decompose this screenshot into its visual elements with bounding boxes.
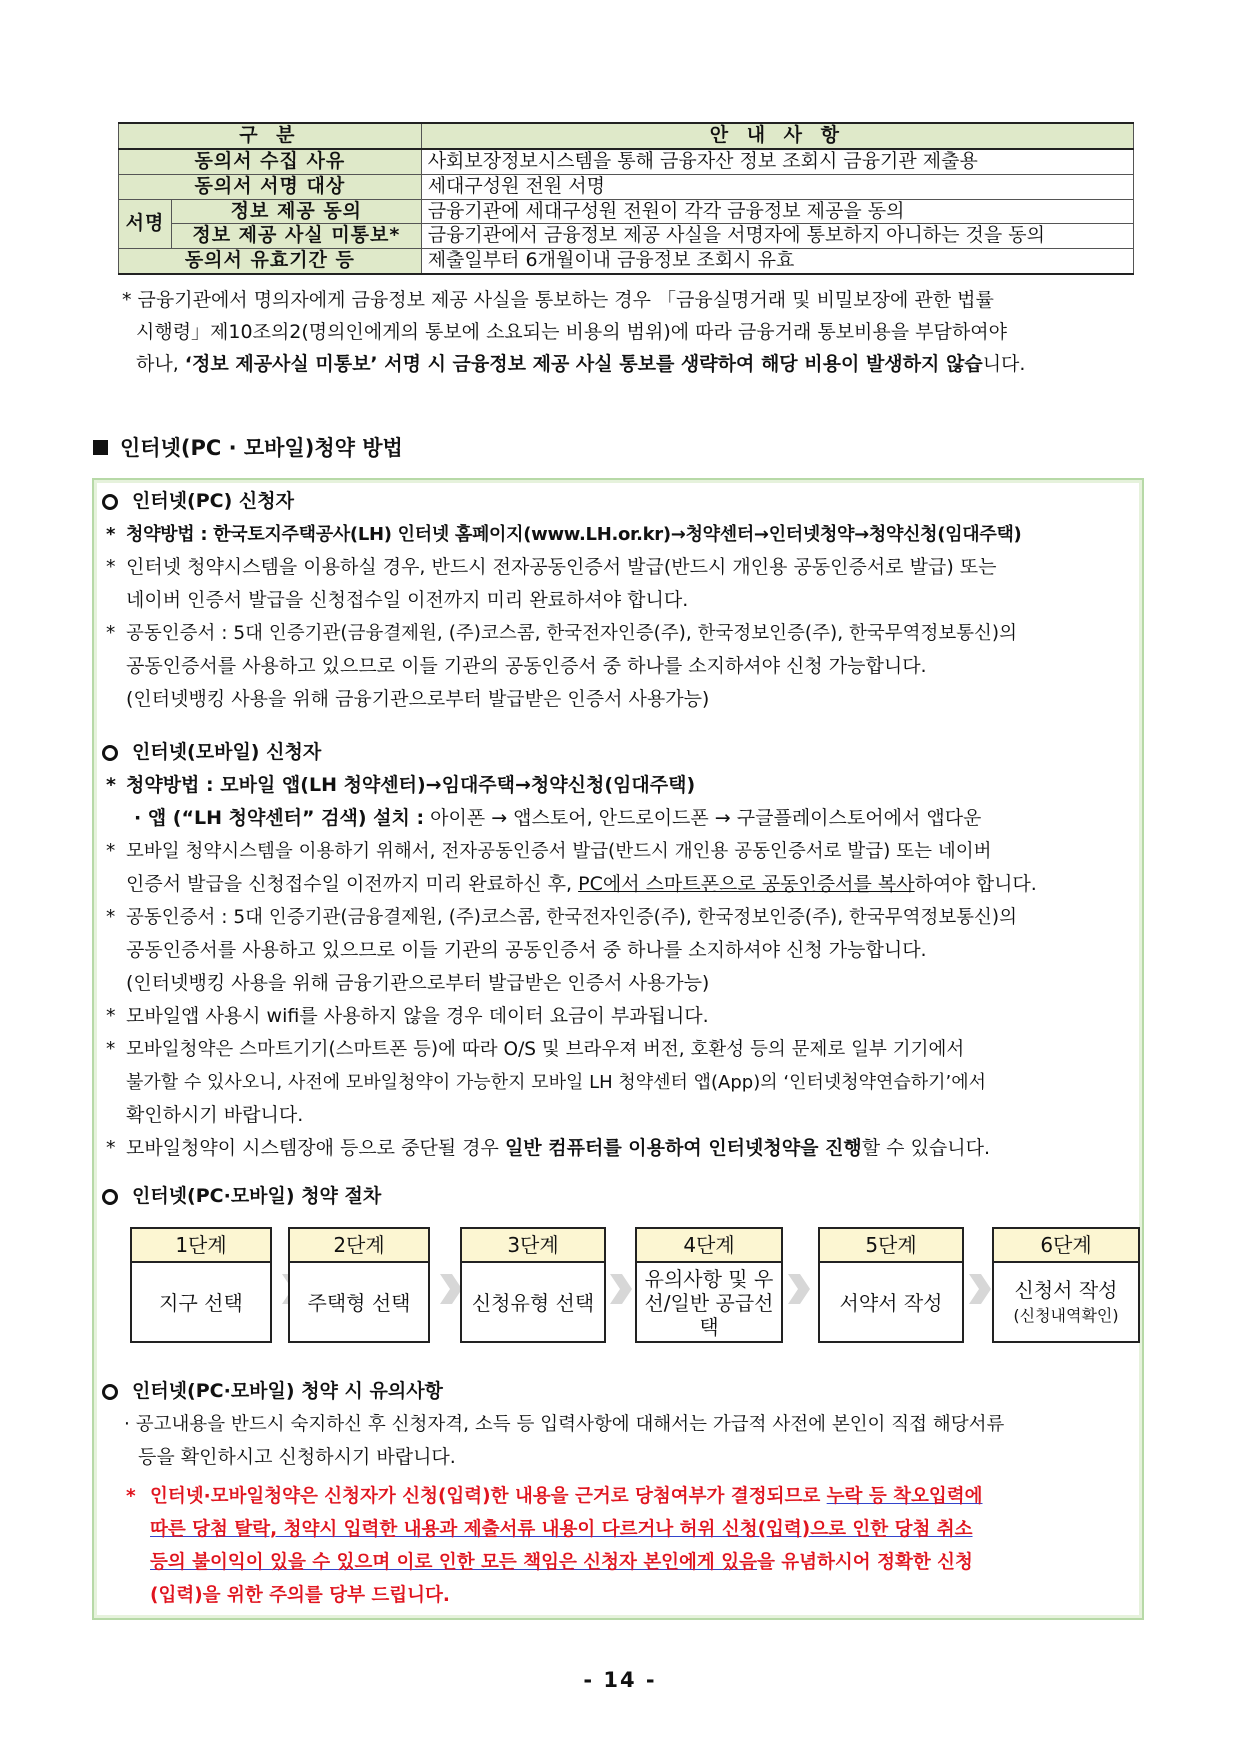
- step-label: 6단계: [994, 1229, 1138, 1263]
- chevron-right-icon: [608, 1272, 634, 1306]
- step-5: [818, 1227, 964, 1343]
- row-key: 동의서 서명 대상: [119, 174, 422, 199]
- mobile-cert-line: 공동인증서를 사용하고 있으므로 이들 기관의 공동인증서 중 하나를 소지하셔야 신청 가능합니다.: [126, 939, 927, 961]
- step-text: 신청유형 선택: [471, 1291, 595, 1315]
- footnote-text: 하나,: [136, 353, 185, 375]
- pc-note-line: 네이버 인증서 발급을 신청접수일 이전까지 미리 완료하셔야 합니다.: [126, 589, 689, 611]
- table-row: [119, 149, 1134, 174]
- pc-note-line: * 인터넷 청약시스템을 이용하실 경우, 반드시 전자공동인증서 발급(반드시 개인용 공동인증서로 발급) 또는: [106, 556, 997, 578]
- step-4: [635, 1227, 783, 1343]
- mobile-wifi-line: * 모바일앱 사용시 wifi를 사용하지 않을 경우 데이터 요금이 부과됩니다.: [106, 1005, 709, 1027]
- mobile-note-line: 인증서 발급을 신청접수일 이전까지 미리 완료하신 후, PC에서 스마트폰으로 공동인증서를 복사하여야 합니다.: [126, 873, 1037, 895]
- step-2: [288, 1227, 430, 1343]
- step-text: 유의사항 및 우선/일반 공급선택: [644, 1267, 774, 1339]
- section-title: [93, 432, 403, 462]
- ring-bullet-icon: [102, 1189, 118, 1205]
- table-row: [119, 199, 1134, 224]
- pc-applicant-section: [100, 485, 1140, 716]
- step-label: 5단계: [820, 1229, 962, 1263]
- footnote-line: [122, 348, 1152, 380]
- row-value: 세대구성원 전원 서명: [421, 174, 1133, 199]
- ring-bullet-icon: [102, 1384, 118, 1400]
- mobile-cert-line: (인터넷뱅킹 사용을 위해 금융기관으로부터 발급받은 인증서 사용가능): [126, 972, 710, 994]
- step-text: 주택형 선택: [307, 1291, 411, 1315]
- row-value: 제출일부터 6개월이내 금융정보 조회시 유효: [421, 249, 1133, 274]
- step-label: 2단계: [290, 1229, 428, 1263]
- table-footnote: [122, 284, 1152, 380]
- step-label: 4단계: [637, 1229, 781, 1263]
- row-key: 정보 제공 동의: [172, 199, 422, 224]
- caution-line: 등을 확인하시고 신청하시기 바랍니다.: [138, 1446, 456, 1468]
- row-value: 금융기관에 세대구성원 전원이 각각 금융정보 제공을 동의: [421, 199, 1133, 224]
- procedure-section: [100, 1180, 1140, 1213]
- row-value: 사회보장정보시스템을 통해 금융자산 정보 조회시 금융기관 제출용: [421, 149, 1133, 174]
- table-header-row: [119, 123, 1134, 149]
- row-key: 정보 제공 사실 미통보*: [172, 224, 422, 249]
- mobile-fallback-line: * 모바일청약이 시스템장애 등으로 중단될 경우 일반 컴퓨터를 이용하여 인터넷청약을 진행할 수 있습니다.: [106, 1137, 991, 1159]
- mobile-compat-line: * 모바일청약은 스마트기기(스마트폰 등)에 따라 O/S 및 브라우져 버전, 호환성 등의 문제로 일부 기기에서: [106, 1039, 965, 1060]
- warning-line: 따른 당첨 탈락, 청약시 입력한 내용과 제출서류 내용이 다르거나 허위 신청(입력)으로 인한 당첨 취소: [150, 1519, 973, 1540]
- section-title-text: 인터넷(PC · 모바일)청약 방법: [120, 436, 403, 460]
- chevron-right-icon: [786, 1272, 812, 1306]
- mobile-heading: 인터넷(모바일) 신청자: [100, 736, 1140, 769]
- caution-heading: 인터넷(PC·모바일) 청약 시 유의사항: [100, 1375, 1140, 1408]
- pc-cert-line: (인터넷뱅킹 사용을 위해 금융기관으로부터 발급받은 인증서 사용가능): [126, 688, 710, 710]
- row-value: 금융기관에서 금융정보 제공 사실을 서명자에 통보하지 아니하는 것을 동의: [421, 224, 1133, 249]
- pc-heading: 인터넷(PC) 신청자: [100, 485, 1140, 518]
- pc-method-line: * 청약방법 : 한국토지주택공사(LH) 인터넷 홈페이지(www.LH.or.kr)→청약센터→인터넷청약→청약신청(임대주택): [106, 524, 1022, 545]
- step-1: [130, 1227, 272, 1343]
- step-text: 신청서 작성 (신청내역확인): [1013, 1278, 1119, 1325]
- page-number: - 14 -: [583, 1668, 657, 1692]
- pc-cert-line: 공동인증서를 사용하고 있으므로 이들 기관의 공동인증서 중 하나를 소지하셔야 신청 가능합니다.: [126, 655, 927, 677]
- warning-line: (입력)을 위한 주의를 당부 드립니다.: [150, 1585, 450, 1606]
- ring-bullet-icon: [102, 745, 118, 761]
- mobile-method-line: * 청약방법 : 모바일 앱(LH 청약센터)→임대주택→청약신청(임대주택): [106, 774, 696, 796]
- footnote-text: 니다.: [982, 353, 1026, 375]
- consent-table: [118, 122, 1134, 275]
- procedure-heading: 인터넷(PC·모바일) 청약 절차: [100, 1180, 1140, 1213]
- table-row: [119, 224, 1134, 249]
- table-row: [119, 174, 1134, 199]
- step-label: 3단계: [462, 1229, 604, 1263]
- step-label: 1단계: [132, 1229, 270, 1263]
- square-bullet-icon: [93, 440, 108, 455]
- warning-line: 등의 불이익이 있을 수 있으며 이로 인한 모든 책임은 신청자 본인에게 있음을 유념하시어 정확한 신청: [150, 1552, 973, 1573]
- row-key: 동의서 유효기간 등: [119, 249, 422, 274]
- footnote-line: * 금융기관에서 명의자에게 금융정보 제공 사실을 통보하는 경우 「금융실명거래 및 비밀보장에 관한 법률: [122, 289, 994, 311]
- chevron-right-icon: [967, 1272, 993, 1306]
- table-row: [119, 249, 1134, 274]
- row-key: 동의서 수집 사유: [119, 149, 422, 174]
- procedure-steps: [130, 1227, 1140, 1343]
- warning-line: * 인터넷·모바일청약은 신청자가 신청(입력)한 내용을 근거로 당첨여부가 결정되므로 누락 등 착오입력에: [126, 1486, 983, 1507]
- footnote-bold-text: ‘정보 제공사실 미통보’ 서명 시 금융정보 제공 사실 통보를 생략하여 해당 비용이 발생하지 않습: [184, 353, 983, 375]
- mobile-app-line: · 앱 (“LH 청약센터” 검색) 설치 : 아이폰 → 앱스토어, 안드로이드폰 → 구글플레이스토어에서 앱다운: [134, 807, 982, 829]
- mobile-compat-line: 불가할 수 있사오니, 사전에 모바일청약이 가능한지 모바일 LH 청약센터 앱(App)의 ‘인터넷청약연습하기’에서: [126, 1072, 987, 1093]
- step-3: [460, 1227, 606, 1343]
- caution-section: [100, 1375, 1140, 1612]
- pc-cert-line: * 공동인증서 : 5대 인증기관(금융결제원, (주)코스콤, 한국전자인증(주), 한국정보인증(주), 한국무역정보통신)의: [106, 623, 1018, 644]
- mobile-cert-line: * 공동인증서 : 5대 인증기관(금융결제원, (주)코스콤, 한국전자인증(주), 한국정보인증(주), 한국무역정보통신)의: [106, 907, 1018, 928]
- header-category: 구 분: [119, 123, 422, 149]
- caution-line: · 공고내용을 반드시 숙지하신 후 신청자격, 소득 등 입력사항에 대해서는 가급적 사전에 본인이 직접 해당서류: [124, 1414, 1005, 1435]
- row-group-signature: 서명: [119, 199, 172, 249]
- mobile-note-line: * 모바일 청약시스템을 이용하기 위해서, 전자공동인증서 발급(반드시 개인용 공동인증서로 발급) 또는 네이버: [106, 841, 992, 862]
- ring-bullet-icon: [102, 494, 118, 510]
- footnote-line: 시행령」제10조의2(명의인에게의 통보에 소요되는 비용의 범위)에 따라 금융거래 통보비용을 부담하여야: [136, 321, 1007, 343]
- header-guide: 안 내 사 항: [421, 123, 1133, 149]
- step-text: 서약서 작성: [839, 1291, 943, 1315]
- step-text: 지구 선택: [159, 1291, 243, 1315]
- mobile-compat-line: 확인하시기 바랍니다.: [126, 1104, 304, 1126]
- step-6: [992, 1227, 1140, 1343]
- mobile-applicant-section: [100, 736, 1140, 1165]
